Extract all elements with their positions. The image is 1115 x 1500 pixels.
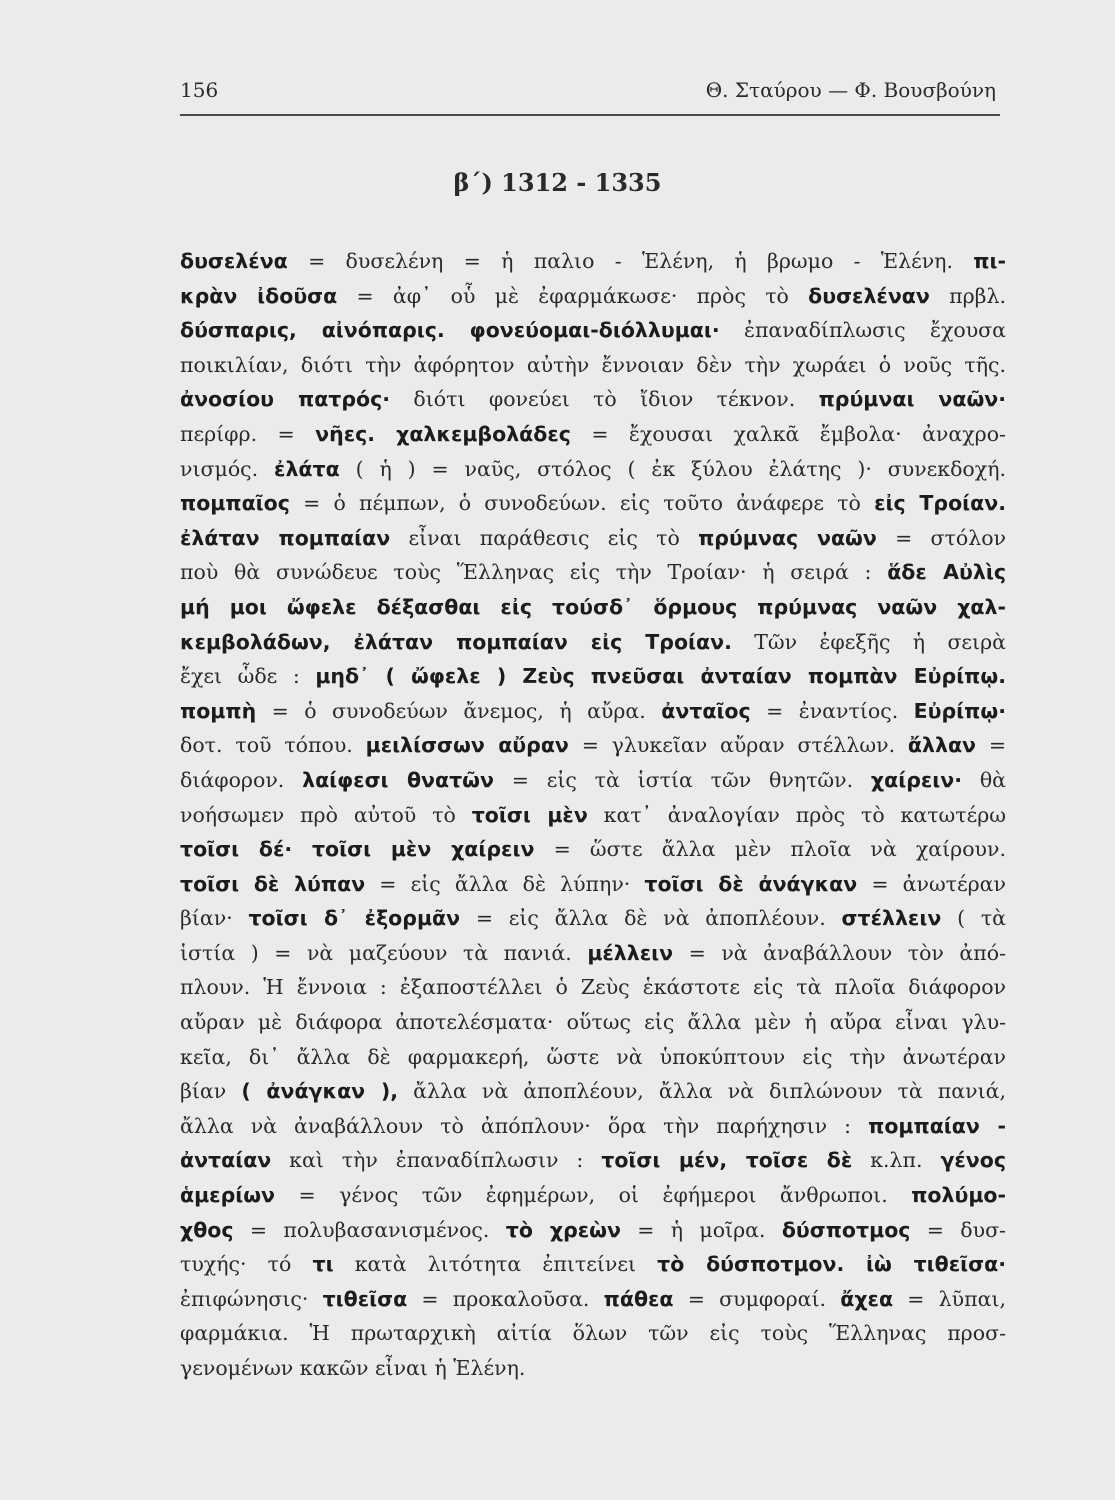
lemma-term: κεμβολάδων, ἐλάταν πομπαίαν εἰς Τροίαν. xyxy=(180,629,732,654)
lemma-term: δυσελέναν xyxy=(808,283,930,308)
lemma-term: ἅδε Αὐλὶς xyxy=(887,560,1006,585)
lemma-term: κρὰν ἰδοῦσα xyxy=(180,283,338,308)
lemma-term: ἀνταῖος xyxy=(661,698,751,723)
lemma-term: στέλλειν xyxy=(841,906,942,931)
text-line xyxy=(180,313,1006,348)
gloss-text: ἱστία ) = νὰ μαζεύουν τὰ πανιά. xyxy=(180,940,588,965)
gloss-text: δοτ. τοῦ τόπου. xyxy=(180,733,366,758)
text-line xyxy=(180,659,1006,694)
gloss-text: = στόλον xyxy=(876,525,1007,550)
gloss-text: ἐπιφώνησις· xyxy=(180,1286,323,1311)
lemma-term: πομπαίαν - xyxy=(868,1113,1006,1138)
gloss-text: = συμφοραί. xyxy=(673,1286,841,1311)
gloss-text: Τῶν ἐφεξῆς ἡ σειρὰ xyxy=(731,629,1006,654)
text-line xyxy=(180,763,1006,798)
text-line xyxy=(180,1109,1006,1144)
text-line xyxy=(180,1040,1006,1075)
text-line xyxy=(180,1005,1006,1040)
lemma-term: πι- xyxy=(973,249,1006,273)
lemma-term: μειλίσσων αὔραν xyxy=(365,733,569,758)
gloss-text: = ἐναντίος. xyxy=(750,698,914,723)
gloss-text: ἄλλα νὰ ἀναβάλλουν τὸ ἀπόπλουν· ὅρα τὴν παρήχησιν : xyxy=(180,1113,869,1138)
lemma-term: πολύμο- xyxy=(911,1183,1006,1208)
gloss-text: διότι φονεύει τὸ ἴδιον τέκνον. xyxy=(390,387,819,412)
lemma-term: πρύμναι ναῶν· xyxy=(818,387,1007,412)
gloss-text: ἐπαναδίπλωσις ἔχουσα xyxy=(719,318,1007,343)
gloss-text: = ἔχουσαι χαλκᾶ ἔμβολα· ἀναχρο- xyxy=(570,421,1006,446)
lemma-term: τιθεῖσα xyxy=(322,1286,408,1311)
page-number: 156 xyxy=(180,78,219,102)
gloss-text: = εἰς ἄλλα δὲ λύπην· xyxy=(365,871,645,896)
lemma-term: δυσελένα xyxy=(180,249,288,273)
gloss-text: = προκαλοῦσα. xyxy=(407,1286,604,1311)
gloss-text: ἔχει ὧδε : xyxy=(180,664,316,689)
text-line xyxy=(180,279,1006,314)
text-line xyxy=(180,901,1006,936)
gloss-text: φαρμάκια. Ἡ πρωταρχικὴ αἰτία ὅλων τῶν εἰς τοὺς Ἕλληνας προσ- xyxy=(180,1321,1006,1346)
text-line xyxy=(180,832,1006,867)
gloss-text: = ἀνωτέραν xyxy=(857,871,1006,896)
text-line xyxy=(180,1282,1006,1317)
gloss-text: ( τὰ xyxy=(941,906,1007,931)
commentary-text xyxy=(180,244,1006,1386)
gloss-text: = πολυβασανισμένος. xyxy=(233,1217,506,1242)
gloss-text: = ὥστε ἄλλα μὲν πλοῖα νὰ χαίρουν. xyxy=(534,837,1006,862)
text-line xyxy=(180,1316,1006,1351)
lemma-term: τὸ δύσποτμον. ἰὼ τιθεῖσα· xyxy=(657,1252,1006,1277)
gloss-text: ἄλλα νὰ ἀποπλέουν, ἄλλα νὰ διπλώνουν τὰ πανιά, xyxy=(398,1079,1006,1104)
running-head: Θ. Σταύρου — Φ. Βουσβούνη xyxy=(705,78,996,102)
gloss-text: ποὺ θὰ συνώδευε τοὺς Ἕλληνας εἰς τὴν Τροίαν· ἡ σειρά : xyxy=(180,560,888,585)
text-line xyxy=(180,417,1006,452)
text-line xyxy=(180,486,1006,521)
gloss-text: ( ἡ ) = ναῦς, στόλος ( ἐκ ξύλου ἐλάτης )· συνεκδοχή. xyxy=(339,456,1006,481)
gloss-text: κατ᾽ ἀναλογίαν πρὸς τὸ κατωτέρω xyxy=(587,802,1006,827)
lemma-term: πομπαῖος xyxy=(180,491,290,516)
gloss-text: βίαν xyxy=(180,1079,242,1104)
text-line xyxy=(180,694,1006,729)
text-line xyxy=(180,1178,1006,1213)
lemma-term: τοῖσι δὲ ἀνάγκαν xyxy=(644,871,858,896)
lemma-term: μέλλειν xyxy=(587,940,674,965)
text-line xyxy=(180,1351,1006,1386)
gloss-text: = εἰς τὰ ἱστία τῶν θνητῶν. xyxy=(493,767,871,792)
text-line xyxy=(180,625,1006,660)
gloss-text: πρβλ. xyxy=(929,283,1006,308)
lemma-term: πάθεα xyxy=(603,1286,674,1311)
gloss-text: πλουν. Ἡ ἔννοια : ἐξαποστέλλει ὁ Ζεὺς ἑκάστοτε εἰς τὰ πλοῖα διάφορον xyxy=(180,975,1006,1000)
gloss-text: = δυσελένη = ἡ παλιο - Ἑλένη, ἡ βρωμο - Ἑλένη. xyxy=(287,249,974,273)
lemma-term: γένος xyxy=(940,1148,1007,1173)
lemma-term: ἐλάταν πομπαίαν xyxy=(180,525,391,550)
text-line xyxy=(180,867,1006,902)
gloss-text: νοήσωμεν πρὸ αὐτοῦ τὸ xyxy=(180,802,472,827)
gloss-text: = γλυκεῖαν αὔραν στέλλων. xyxy=(568,733,908,758)
text-line xyxy=(180,1074,1006,1109)
text-line xyxy=(180,936,1006,971)
text-line xyxy=(180,348,1006,383)
text-line xyxy=(180,244,1006,279)
gloss-text: αὔραν μὲ διάφορα ἀποτελέσματα· οὕτως εἰς ἄλλα μὲν ἡ αὔρα εἶναι γλυ- xyxy=(180,1010,1006,1035)
gloss-text: = λῦπαι, xyxy=(893,1286,1006,1311)
section-title: β΄) 1312 - 1335 xyxy=(453,168,662,197)
lemma-term: τοῖσι μὲν xyxy=(471,802,588,827)
lemma-term: τὸ χρεὼν xyxy=(505,1217,621,1242)
lemma-term: χαίρειν· xyxy=(870,767,963,792)
lemma-term: πρύμνας ναῶν xyxy=(698,525,877,550)
lemma-term: τοῖσι δέ· τοῖσι μὲν χαίρειν xyxy=(180,837,535,862)
gloss-text: περίφρ. = xyxy=(180,421,316,446)
lemma-term: ἄχεα xyxy=(840,1286,894,1311)
lemma-term: ἀνοσίου πατρός· xyxy=(180,387,391,412)
gloss-text: = ὁ συνοδεύων ἄνεμος, ἡ αὔρα. xyxy=(256,698,662,723)
gloss-text: = xyxy=(976,733,1006,758)
text-line xyxy=(180,555,1006,590)
lemma-term: τι xyxy=(312,1252,334,1277)
gloss-text: θὰ xyxy=(962,767,1007,792)
gloss-text: κεῖα, δι᾽ ἄλλα δὲ φαρμακερή, ὥστε νὰ ὑποκύπτουν εἰς τὴν ἀνωτέραν xyxy=(180,1044,1006,1069)
text-line xyxy=(180,452,1006,487)
gloss-text: νισμός. xyxy=(180,456,275,481)
lemma-term: τοῖσι μέν, τοῖσε δὲ xyxy=(601,1148,853,1173)
gloss-text: καὶ τὴν ἐπαναδίπλωσιν : xyxy=(271,1148,602,1173)
text-line xyxy=(180,1213,1006,1248)
gloss-text: διάφορον. xyxy=(180,767,303,792)
gloss-text: γενομένων κακῶν εἶναι ἡ Ἑλένη. xyxy=(180,1356,526,1380)
text-line xyxy=(180,521,1006,556)
lemma-term: νῆες. χαλκεμβολάδες xyxy=(315,421,571,446)
lemma-term: πομπὴ xyxy=(180,698,257,723)
lemma-term: λαίφεσι θνατῶν xyxy=(302,767,494,792)
lemma-term: ἄλλαν xyxy=(907,733,976,758)
text-line xyxy=(180,798,1006,833)
lemma-term: δύσποτμος xyxy=(781,1217,911,1242)
text-line xyxy=(180,1143,1006,1178)
gloss-text: = εἰς ἄλλα δὲ νὰ ἀποπλέουν. xyxy=(460,906,842,931)
text-line xyxy=(180,382,1006,417)
gloss-text: κ.λπ. xyxy=(852,1148,941,1173)
lemma-term: τοῖσι δὲ λύπαν xyxy=(180,871,366,896)
lemma-term: ἐλάτα xyxy=(274,456,340,481)
lemma-term: χθος xyxy=(180,1217,234,1242)
gloss-text: = ἡ μοῖρα. xyxy=(620,1217,782,1242)
gloss-text: εἶναι παράθεσις εἰς τὸ xyxy=(390,525,699,550)
lemma-term: τοῖσι δ᾽ ἐξορμᾶν xyxy=(248,906,461,931)
text-line xyxy=(180,590,1006,625)
gloss-text: = δυσ- xyxy=(910,1217,1006,1242)
gloss-text: κατὰ λιτότητα ἐπιτείνει xyxy=(333,1252,658,1277)
gloss-text: τυχής· τό xyxy=(180,1252,313,1277)
lemma-term: ἁμερίων xyxy=(180,1183,276,1208)
lemma-term: μή μοι ὤφελε δέξασθαι εἰς τούσδ᾽ ὅρμους πρύμνας ναῶν χαλ- xyxy=(180,594,1006,619)
lemma-term: δύσπαρις, αἰνόπαρις. φονεύομαι-διόλλυμαι· xyxy=(180,318,720,343)
lemma-term: ἀνταίαν xyxy=(180,1148,272,1173)
gloss-text: βίαν· xyxy=(180,906,249,931)
text-line xyxy=(180,728,1006,763)
gloss-text: = ἀφ᾽ οὗ μὲ ἐφαρμάκωσε· πρὸς τὸ xyxy=(337,283,809,308)
lemma-term: Εὐρίπῳ· xyxy=(913,698,1006,723)
text-line xyxy=(180,1247,1006,1282)
page-header xyxy=(180,78,1000,116)
lemma-term: ( ἀνάγκαν ), xyxy=(241,1079,398,1104)
lemma-term: μηδ᾽ ( ὤφελε ) Ζεὺς πνεῦσαι ἀνταίαν πομπὰν Εὐρίπῳ. xyxy=(315,664,1007,689)
lemma-term: εἰς Τροίαν. xyxy=(874,491,1006,516)
gloss-text: = ὁ πέμπων, ὁ συνοδεύων. εἰς τοῦτο ἀνάφερε τὸ xyxy=(289,491,875,516)
text-line xyxy=(180,970,1006,1005)
gloss-text: = νὰ ἀναβάλλουν τὸν ἀπό- xyxy=(673,940,1006,965)
gloss-text: = γένος τῶν ἐφημέρων, οἱ ἐφήμεροι ἄνθρωποι. xyxy=(275,1183,912,1208)
gloss-text: ποικιλίαν, διότι τὴν ἀφόρητον αὐτὴν ἔννοιαν δὲν τὴν χωράει ὁ νοῦς τῆς. xyxy=(180,352,1006,377)
